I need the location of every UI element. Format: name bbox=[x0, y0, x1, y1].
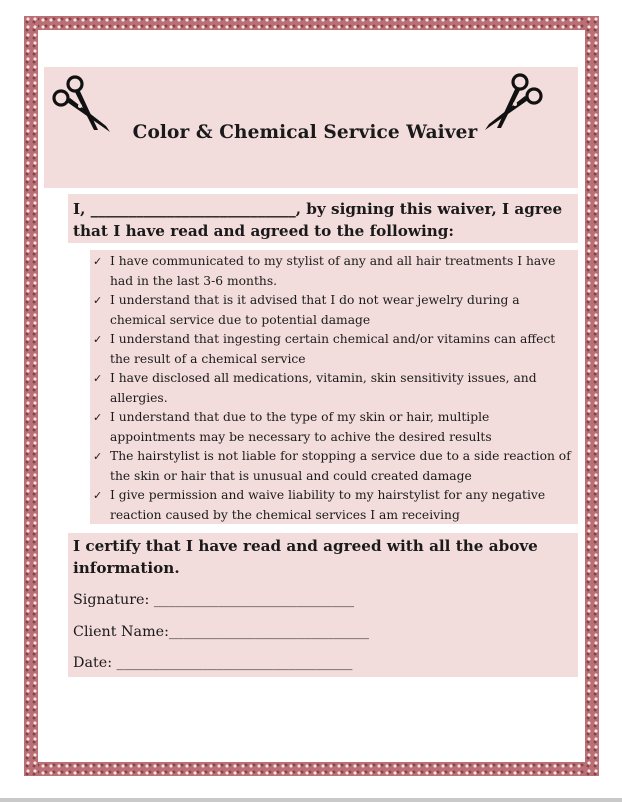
check-icon: ✓ bbox=[93, 411, 103, 424]
page-bottom-rule bbox=[0, 798, 622, 802]
list-item-text: I understand that due to the type of my skin or hair, multiple appointments may be necessary to achive the desired results bbox=[110, 410, 492, 444]
list-item-text: The hairstylist is not liable for stopping a service due to a side reaction of the skin or hair that is unusual and could created damage bbox=[110, 449, 571, 483]
check-icon: ✓ bbox=[93, 450, 103, 463]
agreement-checklist bbox=[90, 252, 578, 525]
date-field[interactable]: Date: _________________________________ bbox=[73, 655, 353, 671]
list-item-text: I understand that ingesting certain chemical and/or vitamins can affect the result of a chemical service bbox=[110, 332, 556, 366]
check-icon: ✓ bbox=[93, 294, 103, 307]
list-item bbox=[90, 330, 578, 369]
list-item-text: I give permission and waive liability to my hairstylist for any negative reaction caused by the chemical services I am receiving bbox=[110, 488, 546, 522]
check-icon: ✓ bbox=[93, 372, 103, 385]
document-title: Color & Chemical Service Waiver bbox=[132, 122, 478, 143]
list-item bbox=[90, 486, 578, 525]
list-item bbox=[90, 447, 578, 486]
list-item bbox=[90, 408, 578, 447]
list-item-text: I understand that is it advised that I do not wear jewelry during a chemical service due to potential damage bbox=[110, 293, 520, 327]
certify-statement: I certify that I have read and agreed with all the above information. bbox=[73, 537, 538, 577]
list-item bbox=[90, 252, 578, 291]
list-item-text: I have disclosed all medications, vitamin, skin sensitivity issues, and allergies. bbox=[110, 371, 537, 405]
client-name-field[interactable]: Client Name:____________________________ bbox=[73, 624, 370, 640]
check-icon: ✓ bbox=[93, 333, 103, 346]
list-item bbox=[90, 291, 578, 330]
list-item-text: I have communicated to my stylist of any and all hair treatments I have had in the last 3-6 months. bbox=[110, 254, 556, 288]
check-icon: ✓ bbox=[93, 489, 103, 502]
list-item bbox=[90, 369, 578, 408]
signature-field[interactable]: Signature: ____________________________ bbox=[73, 592, 355, 608]
check-icon: ✓ bbox=[93, 255, 103, 268]
intro-statement: I, ___________________________, by signing this waiver, I agree that I have read and agreed to the following: bbox=[73, 200, 563, 240]
